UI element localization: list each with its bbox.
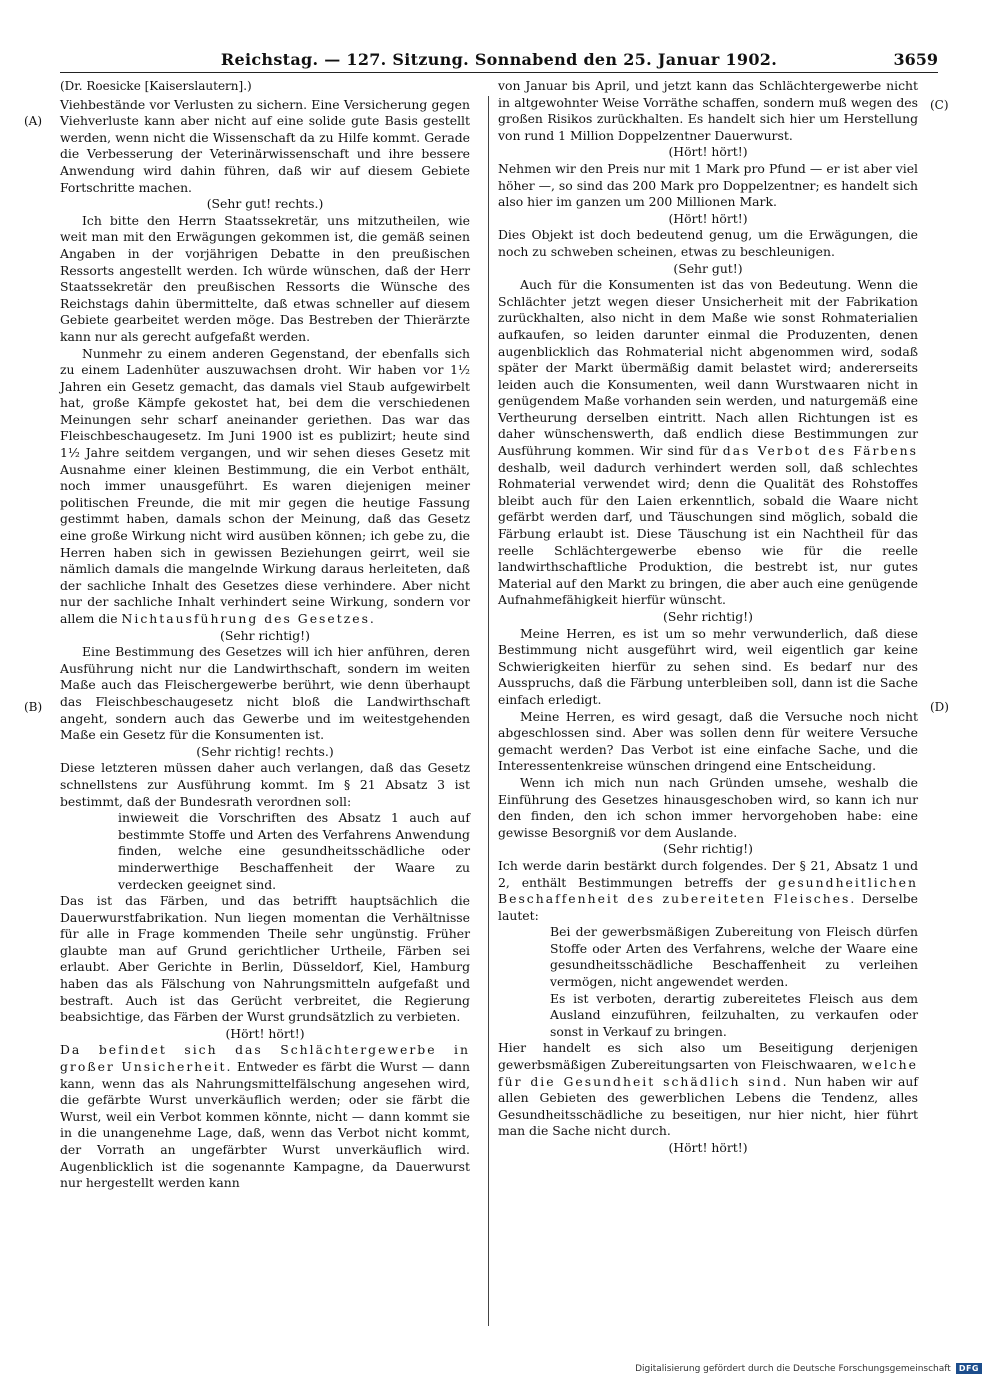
law-quote: inwieweit die Vorschriften des Absatz 1 auch auf bestimmte Stoffe und Arten des Verfahrens Anwendung finden, welche eine gesundheitsschädliche oder minderwerthige Beschaffenheit der Waare zu verdecken geeignet sind.: [118, 810, 470, 892]
left-column: [60, 78, 470, 1192]
interjection: (Sehr richtig!): [663, 609, 753, 624]
interjection: (Hört! hört!): [225, 1025, 305, 1041]
paragraph: [60, 346, 470, 628]
paragraph: Meine Herren, es wird gesagt, daß die Versuche noch nicht abgeschlossen sind. Aber was sollen denn für weitere Versuche gemacht werden? Das Verbot ist eine einfache Sache, und die Interessentenkreise wünschen dringend eine Entscheidung.: [498, 708, 918, 774]
speaker-label: (Dr. Roesicke [Kaiserslautern].): [60, 79, 252, 93]
interjection: (Sehr gut! rechts.): [206, 196, 324, 212]
right-column: [498, 78, 918, 1157]
paragraph-text: Derselbe lautet:: [498, 891, 918, 923]
paragraph-text: Hier handelt es sich also um Beseitigung derjenigen gewerbsmäßigen Zubereitungsarten von Fleischwaaren,: [498, 1040, 918, 1073]
paragraph: [498, 858, 918, 924]
margin-marker-c: (C): [930, 98, 949, 112]
margin-marker-a: (A): [24, 114, 43, 128]
paragraph: Eine Bestimmung des Gesetzes will ich hier anführen, deren Ausführung nicht nur die Landwirthschaft, sondern im weiten Maße auch das Fleischergewerbe berührt, wie denn überhaupt das Fleischbeschaugesetz nicht bloß die Landwirthschaft angeht, sondern auch das Gewerbe und im weitestgehenden Maße ein Gesetz für die Konsumenten ist.: [60, 644, 470, 743]
paragraph-text: Entweder es färbt die Wurst — dann kann, wenn das als Nahrungsmittelfälschung angesehen wird, die gefärbte Wurst unverkäuflich werden; oder sie färbt die Wurst, weil ein Verbot kommen könnte, nicht — dann kommt sie in die unangenehme Lage, daß, wenn das Verbot nicht kommt, der Vorrath an ungefärbter Wurst unverkäuflich wird. Augenblicklich ist die sogenannte Kampagne, da Dauerwurst nur hergestellt werden kann: [60, 1059, 470, 1191]
page-number: 3659: [893, 50, 938, 69]
emphasis-text: gesundheitlichen Beschaffenheit des zubereiteten Fleisches.: [498, 874, 918, 907]
interjection: (Hört! hört!): [668, 1140, 748, 1155]
paragraph: Diese letzteren müssen daher auch verlangen, daß das Gesetz schnellstens zur Ausführung kommt. Im § 21 Absatz 3 ist bestimmt, daß der Bundesrath verordnen soll:: [60, 760, 470, 809]
emphasis-text: das Verbot des Färbens: [722, 443, 918, 459]
paragraph: [498, 277, 918, 609]
margin-marker-b: (B): [24, 700, 43, 714]
paragraph-text: deshalb, weil dadurch verhindert werden soll, daß schlechtes Rohmaterial verwendet wird; denn die Qualität des Rohstoffes bleibt auch für den Laien erkenntlich, sobald die Waare nicht gefärbt werden darf, und Täuschungen sind möglich, sobald die Färbung erlaubt ist. Diese Täuschung ist ein Nachtheil für das reelle Schlächtergewerbe ebenso wie für die reelle landwirthschaftliche Produktion, die bestrebt ist, nur gutes Material auf den Markt zu bringen, die aber auch eine genügende Aufnahmefähigkeit hierfür wünscht.: [498, 459, 918, 608]
running-title: Reichstag. — 127. Sitzung. Sonnabend den 25. Januar 1902.: [220, 50, 778, 69]
column-divider: [488, 96, 489, 1326]
paragraph-text: Auch für die Konsumenten ist das von Bedeutung. Wenn die Schlächter jetzt wegen dieser Unsicherheit mit der Fabrikation zurückhalten, also nicht in dem Maße wie sonst Rohmaterialien aufkaufen, so leiden darunter einmal die Produzenten, denen augenblicklich das Rohmaterial nicht abgenommen wird, sodaß später der Markt übermäßig damit belastet wird; andererseits leiden auch die Konsumenten, weil dann Wurstwaaren nicht in genügendem Maße vorhanden sein werden, und naturgemäß eine Vertheurung derselben eintritt. Nach allen Richtungen ist es daher wünschenswerth, daß endlich diese Bestimmungen zur Ausführung kommen. Wir sind für: [498, 277, 918, 459]
paragraph: Dies Objekt ist doch bedeutend genug, um die Erwägungen, die noch zu schweben scheinen, etwas zu beschleunigen.: [498, 227, 918, 259]
dfg-logo-icon: DFG: [956, 1363, 982, 1374]
interjection: (Sehr richtig!): [663, 841, 753, 857]
paragraph: Ich bitte den Herrn Staatssekretär, uns mitzutheilen, wie weit man mit den Erwägungen gekommen ist, die gemäß seinen Angaben in der vorjährigen Debatte in den preußischen Ressorts angestellt werden. Ich würde wünschen, daß der Herr Staatssekretär den preußischen Ressorts die Wünsche des Reichstags dahin übermittelte, daß etwas schneller auf diesem Gebiete gearbeitet werden möge. Das Bestreben der Thierärzte kann nur als gerecht aufgefaßt werden.: [60, 212, 470, 344]
law-quote: Bei der gewerbsmäßigen Zubereitung von Fleisch dürfen Stoffe oder Arten des Verfahrens, welche der Waare eine gesundheitsschädliche Beschaffenheit zu verleihen vermögen, nicht angewendet werden.: [550, 924, 918, 990]
emphasis-text: Nichtausführung des Gesetzes.: [121, 611, 376, 626]
paragraph: Meine Herren, es ist um so mehr verwunderlich, daß diese Bestimmung nicht ausgeführt wird, weil eigentlich gar keine Schwierigkeiten hierfür zu sehen sind. Es bedarf nur des Ausspruchs, daß die Färbung unterbleiben soll, dann ist die Sache einfach erledigt.: [498, 625, 918, 707]
paragraph-text: Nun haben wir auf allen Gebieten des gewerblichen Lebens die Tendenz, alles Gesundheitsschädliche zu beseitigen, nur hier nicht, hier führt man die Sache nicht durch.: [498, 1073, 918, 1139]
footer-credit-text: Digitalisierung gefördert durch die Deutsche Forschungsgemeinschaft: [635, 1363, 951, 1374]
interjection: (Hört! hört!): [668, 210, 748, 226]
interjection: (Sehr richtig! rechts.): [196, 743, 334, 759]
running-header: [60, 50, 938, 73]
paragraph-text: Ich werde darin bestärkt durch folgendes. Der § 21, Absatz 1 und 2, enthält Bestimmungen betreffs der: [498, 857, 918, 890]
paragraph-text: Nunmehr zu einem anderen Gegenstand, der ebenfalls sich zu einem Ladenhüter auszuwachsen droht. Wir haben vor 1½ Jahren ein Gesetz gemacht, das damals viel Staub aufgewirbelt hat, große Kämpfe gekostet hat, bei dem die verschiedenen Meinungen sehr scharf aneinander geriethen. Das war das Fleischbeschaugesetz. Im Juni 1900 ist es publizirt; heute sind 1½ Jahre seitdem vergangen, und wir sehen dieses Gesetz mit Ausnahme einer kleinen Bestimmung, die ein Verbot enthält, noch immer unausgeführt. Es waren diejenigen meiner politischen Freunde, die mit mir gegen die heutige Fassung gestimmt haben, damals schon der Meinung, daß das Gesetz eine große Wirkung nicht wird ausüben können; ich gebe zu, die Herren haben sich in gewissen Beziehungen geirrt, weil sie nämlich damals die mangelnde Wirkung daraus herleiteten, daß der sachliche Inhalt des Gesetzes diese verhindere. Aber nicht nur der sachliche Inhalt verhindert seine Wirkung, sondern vor allem die: [60, 345, 470, 626]
interjection: (Hört! hört!): [668, 144, 748, 160]
paragraph: [498, 1040, 918, 1140]
footer-credit: [635, 1363, 982, 1374]
law-quote: Es ist verboten, derartig zubereitetes Fleisch aus dem Ausland einzuführen, feilzuhalten, zu verkaufen oder sonst in Verkauf zu bringen.: [550, 990, 918, 1039]
paragraph: Wenn ich mich nun nach Gründen umsehe, weshalb die Einführung des Gesetzes hinausgeschoben wird, so kann ich nur den finden, den ich schon immer hervorgehoben habe: eine gewisse Besorgniß vor dem Auslande.: [498, 774, 918, 840]
emphasis-text: welche für die Gesundheit schädlich sind.: [498, 1057, 918, 1089]
interjection: (Sehr richtig!): [220, 627, 310, 643]
emphasis-text: Da befindet sich das Schlächtergewerbe in großer Unsicherheit.: [60, 1042, 470, 1075]
interjection: (Sehr gut!): [673, 260, 743, 276]
margin-marker-d: (D): [930, 700, 949, 714]
paragraph: [60, 1042, 470, 1191]
paragraph: von Januar bis April, und jetzt kann das Schlächtergewerbe nicht in altgewohnter Weise Vorräthe schaffen, sondern muß wegen des großen Risikos zurückhalten. Es handelt sich hier um Herstellung von rund 1 Million Doppelzentner Dauerwurst.: [498, 78, 918, 143]
paragraph: Nehmen wir den Preis nur mit 1 Mark pro Pfund — er ist aber viel höher —, so sind das 200 Mark pro Doppelzentner; es handelt sich also hier im ganzen um 200 Millionen Mark.: [498, 160, 918, 210]
paragraph: Viehbestände vor Verlusten zu sichern. Eine Versicherung gegen Viehverluste kann aber nicht auf eine solide gute Basis gestellt werden, wenn nicht die Wissenschaft da zu Hilfe kommt. Gerade die Verbesserung der Veterinärwissenschaft und ihre bessere Anwendung wird dahin führen, daß wir auf diesem Gebiete Fortschritte machen.: [60, 96, 470, 195]
paragraph: Das ist das Färben, und das betrifft hauptsächlich die Dauerwurstfabrikation. Nun liegen momentan die Verhältnisse für alle in Frage kommenden Theile sehr ungünstig. Früher glaubte man auf Grund gerichtlicher Urtheile, Färben sei erlaubt. Aber Gerichte in Berlin, Düsseldorf, Kiel, Hamburg haben das als Fälschung von Nahrungsmitteln aufgefaßt und bestraft. Auch ist das Gerücht verbreitet, die Regierung beabsichtige, das Färben der Wurst grundsätzlich zu verbieten.: [60, 893, 470, 1025]
